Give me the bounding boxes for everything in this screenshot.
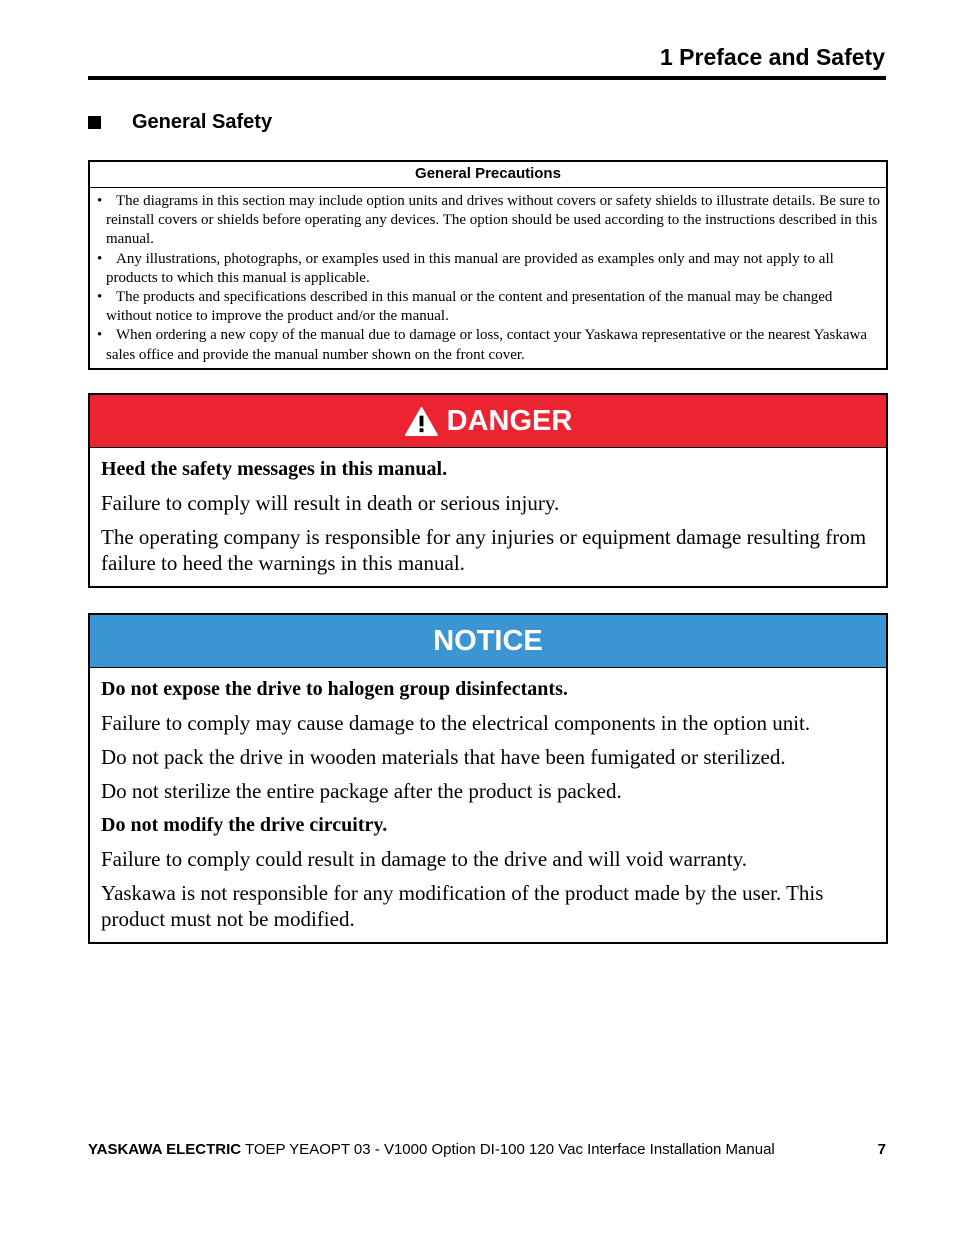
notice-line: Do not expose the drive to halogen group disinfectants.: [101, 678, 568, 700]
notice-header: [90, 615, 886, 668]
chapter-title: 1 Preface and Safety: [659, 44, 885, 70]
section-heading: [88, 111, 272, 134]
notice-box: [88, 613, 888, 944]
notice-label: NOTICE: [433, 624, 543, 657]
precautions-title: General Precautions: [90, 162, 886, 188]
notice-body: [90, 668, 886, 932]
danger-line: The operating company is responsible for any injuries or equipment damage resulting from failure to heed the warnings in this manual.: [101, 525, 867, 575]
footer-brand: YASKAWA ELECTRIC: [88, 1141, 242, 1158]
warning-triangle-icon: [404, 406, 439, 437]
header-rule: [88, 76, 886, 80]
list-item: • The diagrams in this section may include option units and drives without covers or safety shields to illustrate details. Be sure to reinstall covers or shields before operating any devices. The option should be used according to the instructions described in this manual.: [97, 193, 881, 248]
notice-line: Do not pack the drive in wooden materials that have been fumigated or sterilized.: [101, 745, 786, 769]
notice-line: Do not modify the drive circuitry.: [101, 814, 388, 836]
danger-line: Heed the safety messages in this manual.: [101, 458, 448, 480]
list-item: • When ordering a new copy of the manual due to damage or loss, contact your Yaskawa representative or the nearest Yaskawa sales office and provide the manual number shown on the front cover.: [97, 327, 868, 363]
square-bullet-icon: [88, 116, 101, 129]
section-heading-text: General Safety: [132, 111, 273, 133]
danger-body: [90, 448, 886, 576]
list-item: • The products and specifications described in this manual or the content and presentation of the manual may be changed without notice to improve the product and/or the manual.: [97, 289, 833, 325]
notice-line: Yaskawa is not responsible for any modification of the product made by the user. This product must not be modified.: [101, 881, 824, 931]
danger-box: [88, 393, 888, 588]
danger-line: Failure to comply will result in death or serious injury.: [101, 491, 560, 515]
list-item-text: The products and specifications described in this manual or the content and presentation of the manual may be changed without notice to improve the product and/or the manual.: [106, 289, 833, 325]
precautions-list: [90, 188, 886, 368]
danger-label: DANGER: [446, 404, 573, 437]
notice-line: Failure to comply could result in damage to the drive and will void warranty.: [101, 847, 747, 871]
general-precautions-table: [88, 160, 888, 370]
notice-line: Failure to comply may cause damage to the electrical components in the option unit.: [101, 711, 811, 735]
notice-line: Do not sterilize the entire package after the product is packed.: [101, 779, 622, 803]
footer-doc-title: TOEP YEAOPT 03 - V1000 Option DI-100 120 Vac Interface Installation Manual: [244, 1141, 775, 1158]
list-item-text: Any illustrations, photographs, or examples used in this manual are provided as examples only and may not apply to all products to which this manual is applicable.: [106, 250, 834, 286]
list-item-text: When ordering a new copy of the manual due to damage or loss, contact your Yaskawa representative or the nearest Yaskawa sales office and provide the manual number shown on the front cover.: [106, 327, 868, 363]
list-item: • Any illustrations, photographs, or examples used in this manual are provided as examples only and may not apply to all products to which this manual is applicable.: [97, 250, 834, 286]
list-item-text: The diagrams in this section may include option units and drives without covers or safety shields to illustrate details. Be sure to reinstall covers or shields before operating any devices. The option should be used according to the instructions described in this manual.: [106, 193, 881, 248]
page-number: 7: [877, 1141, 886, 1158]
danger-header: [90, 395, 886, 448]
page-footer: [88, 1141, 886, 1158]
footer-doc: [88, 1141, 775, 1158]
